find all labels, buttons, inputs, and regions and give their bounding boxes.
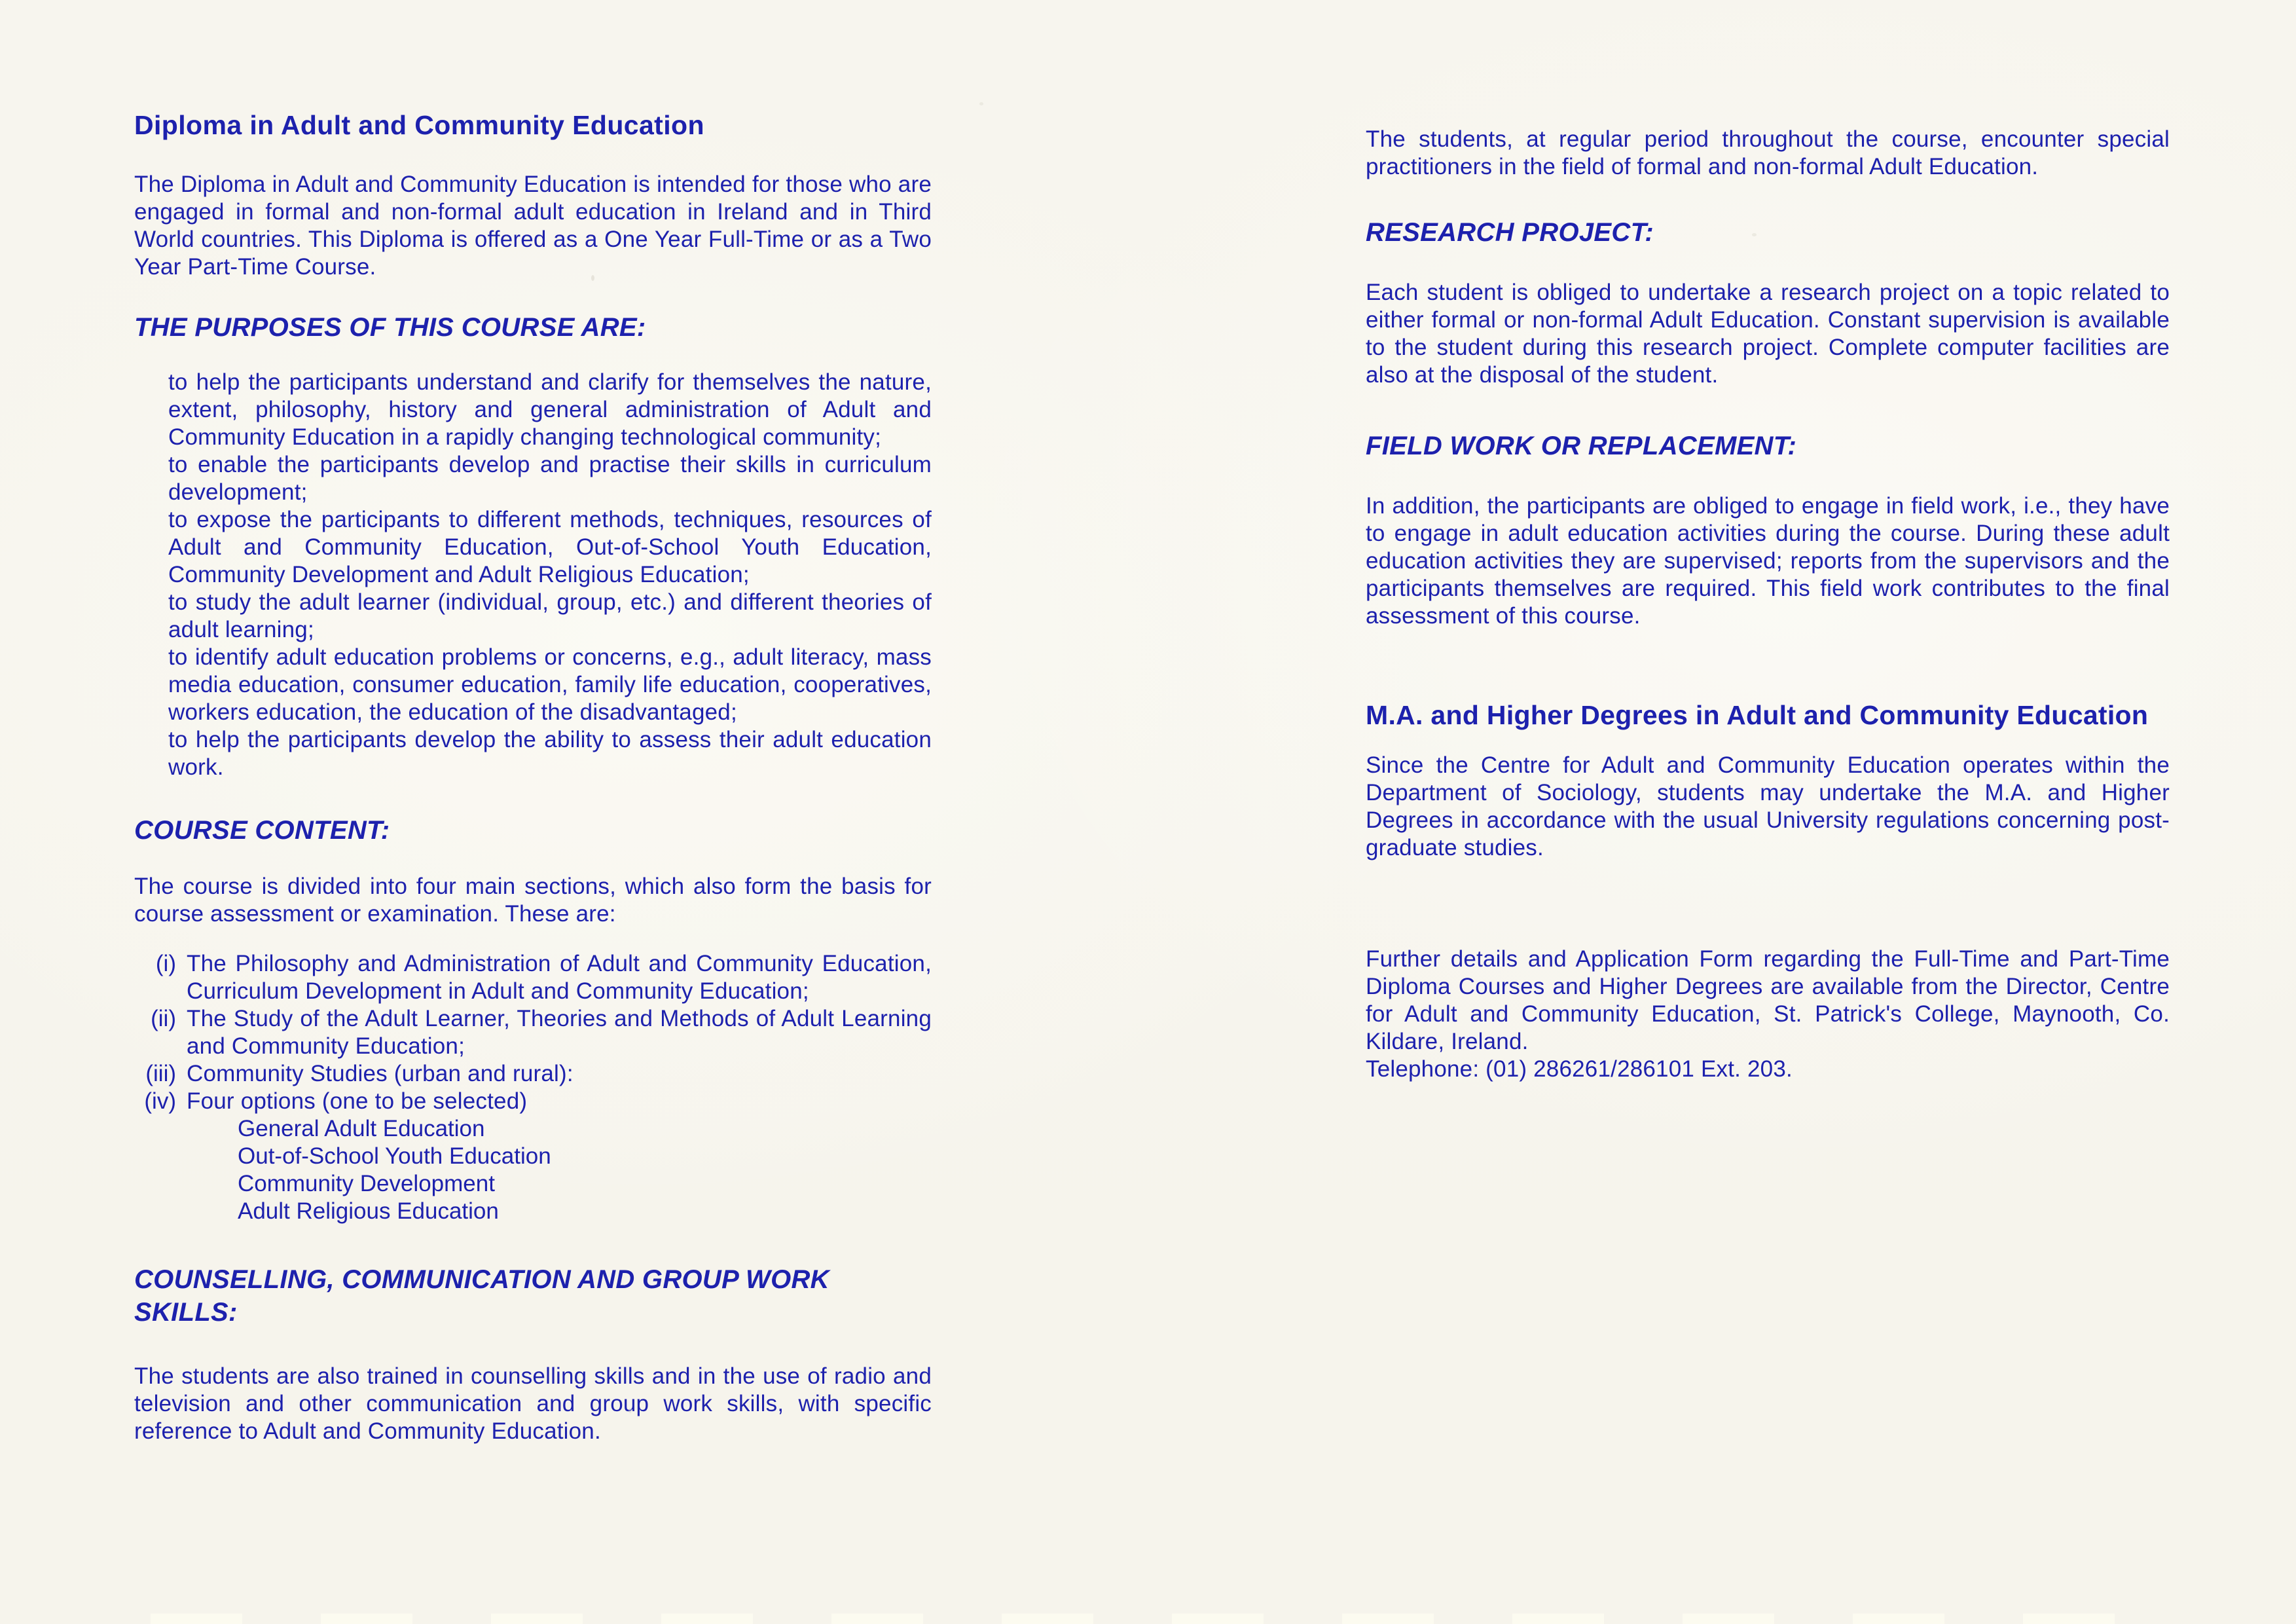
- purpose-item: to expose the participants to different methods, techniques, resources of Adult and Community Education, Out-of-School Youth Education, Community Development and Adult Religious Education;: [168, 507, 932, 587]
- option-item: Out-of-School Youth Education: [238, 1143, 551, 1169]
- options-list: [238, 1115, 932, 1225]
- right-column: [1366, 126, 2170, 1083]
- diploma-intro-paragraph: The Diploma in Adult and Community Education is intended for those who are engaged in formal and non-formal adult education in Ireland and in Third World countries. This Diploma is offered as a One Year Full-Time or as a Two Year Part-Time Course.: [134, 172, 932, 280]
- purpose-item: to enable the participants develop and practise their skills in curriculum development;: [168, 452, 932, 505]
- section-numeral: (ii): [151, 1006, 176, 1031]
- field-work-heading: FIELD WORK OR REPLACEMENT:: [1366, 432, 1797, 460]
- purpose-item: to help the participants understand and clarify for themselves the nature, extent, philosophy, history and general administration of Adult and Community Education in a rapidly changing technological community;: [168, 369, 932, 450]
- purpose-item: to help the participants develop the ability to assess their adult education work.: [168, 727, 932, 780]
- option-item: General Adult Education: [238, 1116, 485, 1141]
- counselling-paragraph: The students are also trained in counselling skills and in the use of radio and television and other communication and group work skills, with specific reference to Adult and Community Education.: [134, 1363, 932, 1444]
- course-sections-list: [134, 950, 932, 1115]
- section-text: The Study of the Adult Learner, Theories and Methods of Adult Learning and Community Education;: [187, 1006, 932, 1059]
- scan-speck: [979, 102, 983, 105]
- course-section-item: [134, 1088, 932, 1115]
- left-column: [134, 110, 932, 1445]
- purposes-heading: THE PURPOSES OF THIS COURSE ARE:: [134, 313, 646, 342]
- ma-degrees-heading: M.A. and Higher Degrees in Adult and Community Education: [1366, 700, 2149, 730]
- counselling-heading: COUNSELLING, COMMUNICATION AND GROUP WORK SKILLS:: [134, 1265, 829, 1327]
- research-project-paragraph: Each student is obliged to undertake a research project on a topic related to either formal or non-formal Adult Education. Constant supervision is available to the student during this research project. Complete computer facilities are also at the disposal of the student.: [1366, 280, 2170, 388]
- telephone-line: Telephone: (01) 286261/286101 Ext. 203.: [1366, 1056, 1793, 1082]
- course-section-item: [134, 950, 932, 1005]
- scan-speck: [591, 275, 594, 281]
- scan-speck: [1752, 233, 1757, 236]
- course-section-item: [134, 1060, 932, 1088]
- field-work-paragraph: In addition, the participants are obliged to engage in field work, i.e., they have to engage in adult education activities during the course. During these adult education activities they are supervised; reports from the supervisors and the participants themselves are required. This field work contributes to the final assessment of this course.: [1366, 493, 2170, 629]
- section-text: Community Studies (urban and rural):: [187, 1061, 574, 1086]
- section-text: The Philosophy and Administration of Adult and Community Education, Curriculum Development in Adult and Community Education;: [187, 951, 932, 1004]
- scan-speck: [629, 1408, 632, 1413]
- scan-edge-artifact: [151, 1614, 2180, 1624]
- option-item: Adult Religious Education: [238, 1198, 499, 1224]
- course-section-item: [134, 1005, 932, 1060]
- section-text: Four options (one to be selected): [187, 1088, 528, 1114]
- course-content-intro: The course is divided into four main sections, which also form the basis for course assessment or examination. These are:: [134, 874, 932, 927]
- research-project-heading: RESEARCH PROJECT:: [1366, 218, 1654, 247]
- purposes-list: [168, 369, 932, 781]
- section-numeral: (iii): [145, 1061, 176, 1086]
- ma-degrees-paragraph: Since the Centre for Adult and Community Education operates within the Department of Sociology, students may undertake the M.A. and Higher Degrees in accordance with the usual University regulations concerning post-graduate studies.: [1366, 752, 2170, 860]
- further-details-paragraph: Further details and Application Form regarding the Full-Time and Part-Time Diploma Courses and Higher Degrees are available from the Director, Centre for Adult and Community Education, St. Patrick's College, Maynooth, Co. Kildare, Ireland.: [1366, 946, 2170, 1054]
- purpose-item: to study the adult learner (individual, group, etc.) and different theories of adult learning;: [168, 589, 932, 642]
- purpose-item: to identify adult education problems or concerns, e.g., adult literacy, mass media education, consumer education, family life education, cooperatives, workers education, the education of the disadvantaged;: [168, 644, 932, 725]
- option-item: Community Development: [238, 1171, 495, 1196]
- section-numeral: (i): [155, 951, 176, 976]
- section-numeral: (iv): [144, 1088, 176, 1114]
- students-intro-paragraph: The students, at regular period throughout the course, encounter special practitioners in the field of formal and non-formal Adult Education.: [1366, 126, 2170, 179]
- course-content-heading: COURSE CONTENT:: [134, 816, 390, 845]
- diploma-title: Diploma in Adult and Community Education: [134, 110, 704, 140]
